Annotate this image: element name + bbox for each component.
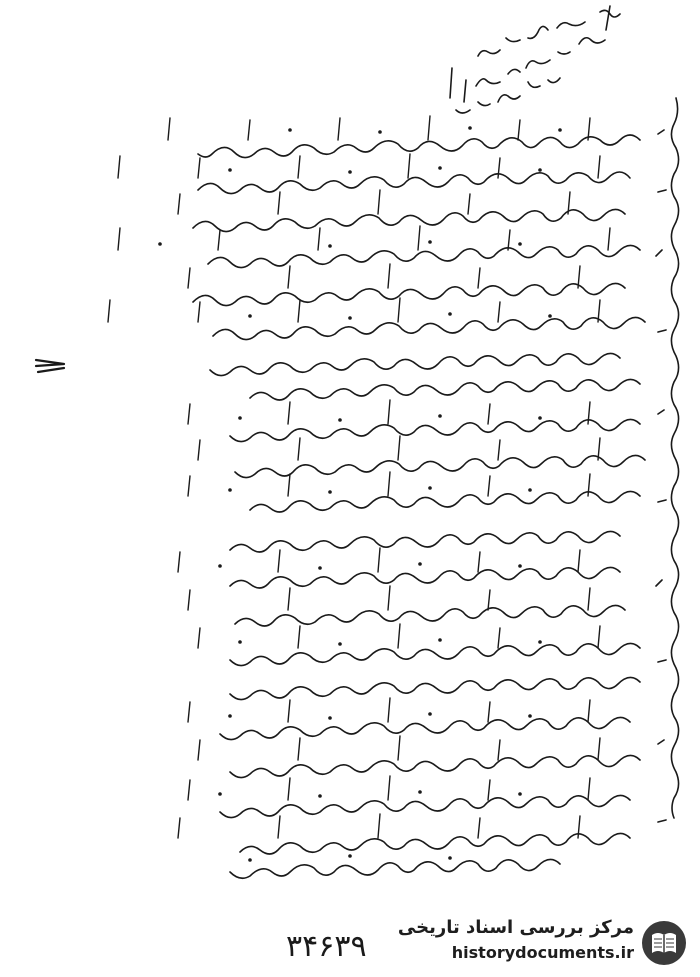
archive-number: ۳۴۶۳۹ (286, 929, 367, 964)
header-note (450, 6, 620, 113)
archive-watermark (397, 915, 694, 971)
letter-lines (193, 135, 645, 878)
watermark-url: historydocuments.ir (451, 943, 634, 962)
watermark-title: مرکز بررسی اسناد تاریخی (397, 917, 634, 938)
margin-note (656, 98, 679, 822)
crossed-out-word (36, 360, 64, 372)
ascender-strokes (108, 116, 610, 838)
book-logo-icon (640, 919, 688, 967)
